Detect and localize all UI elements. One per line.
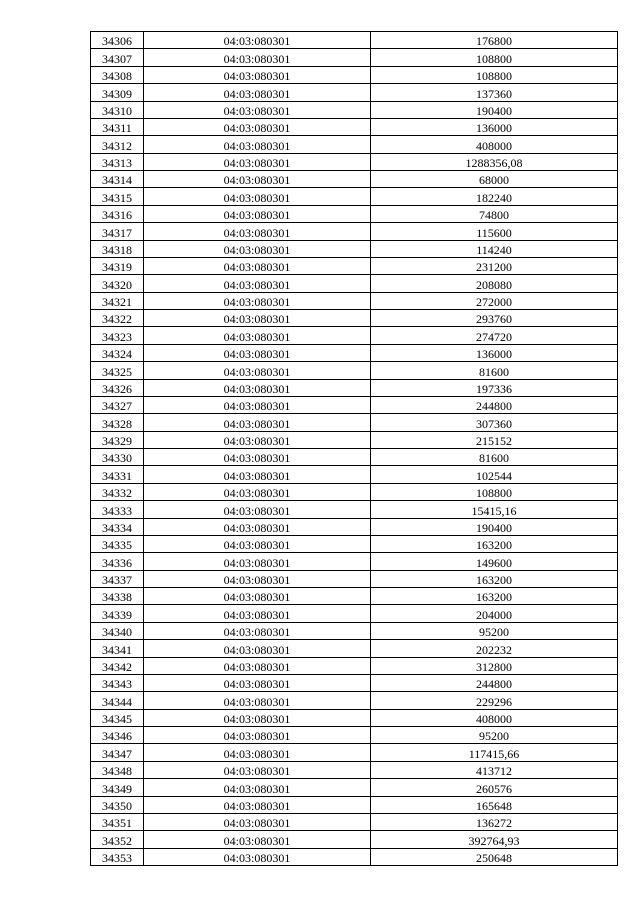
value-cell: 137360 <box>371 84 618 101</box>
row-number-cell: 34325 <box>91 362 144 379</box>
cadastral-block-cell: 04:03:080301 <box>144 813 371 830</box>
value-cell: 136000 <box>371 118 618 135</box>
registry-table-body <box>91 32 618 866</box>
row-number-cell: 34352 <box>91 831 144 848</box>
value-cell: 108800 <box>371 483 618 500</box>
table-row <box>91 657 618 674</box>
cadastral-block-cell: 04:03:080301 <box>144 205 371 222</box>
value-cell: 293760 <box>371 310 618 327</box>
cadastral-block-cell: 04:03:080301 <box>144 674 371 691</box>
cadastral-block-cell: 04:03:080301 <box>144 535 371 552</box>
value-cell: 307360 <box>371 414 618 431</box>
value-cell: 312800 <box>371 657 618 674</box>
cadastral-block-cell: 04:03:080301 <box>144 396 371 413</box>
table-row <box>91 761 618 778</box>
value-cell: 408000 <box>371 709 618 726</box>
row-number-cell: 34321 <box>91 292 144 309</box>
value-cell: 114240 <box>371 240 618 257</box>
value-cell: 202232 <box>371 640 618 657</box>
cadastral-block-cell: 04:03:080301 <box>144 118 371 135</box>
cadastral-block-cell: 04:03:080301 <box>144 588 371 605</box>
row-number-cell: 34340 <box>91 622 144 639</box>
cadastral-block-cell: 04:03:080301 <box>144 310 371 327</box>
table-row <box>91 779 618 796</box>
table-row <box>91 553 618 570</box>
value-cell: 250648 <box>371 848 618 865</box>
table-row <box>91 344 618 361</box>
cadastral-block-cell: 04:03:080301 <box>144 622 371 639</box>
value-cell: 244800 <box>371 396 618 413</box>
table-row <box>91 379 618 396</box>
table-row <box>91 727 618 744</box>
cadastral-block-cell: 04:03:080301 <box>144 66 371 83</box>
cadastral-block-cell: 04:03:080301 <box>144 692 371 709</box>
value-cell: 244800 <box>371 674 618 691</box>
value-cell: 74800 <box>371 205 618 222</box>
value-cell: 208080 <box>371 275 618 292</box>
row-number-cell: 34320 <box>91 275 144 292</box>
value-cell: 392764,93 <box>371 831 618 848</box>
row-number-cell: 34326 <box>91 379 144 396</box>
value-cell: 149600 <box>371 553 618 570</box>
value-cell: 215152 <box>371 431 618 448</box>
row-number-cell: 34318 <box>91 240 144 257</box>
value-cell: 81600 <box>371 362 618 379</box>
table-row <box>91 327 618 344</box>
row-number-cell: 34335 <box>91 535 144 552</box>
table-row <box>91 171 618 188</box>
table-row <box>91 518 618 535</box>
value-cell: 81600 <box>371 449 618 466</box>
row-number-cell: 34341 <box>91 640 144 657</box>
row-number-cell: 34329 <box>91 431 144 448</box>
row-number-cell: 34308 <box>91 66 144 83</box>
row-number-cell: 34330 <box>91 449 144 466</box>
table-row <box>91 796 618 813</box>
table-row <box>91 240 618 257</box>
row-number-cell: 34317 <box>91 223 144 240</box>
table-row <box>91 84 618 101</box>
table-row <box>91 605 618 622</box>
value-cell: 95200 <box>371 727 618 744</box>
cadastral-block-cell: 04:03:080301 <box>144 431 371 448</box>
cadastral-block-cell: 04:03:080301 <box>144 640 371 657</box>
row-number-cell: 34306 <box>91 32 144 49</box>
row-number-cell: 34309 <box>91 84 144 101</box>
value-cell: 108800 <box>371 66 618 83</box>
table-row <box>91 396 618 413</box>
cadastral-block-cell: 04:03:080301 <box>144 779 371 796</box>
cadastral-block-cell: 04:03:080301 <box>144 414 371 431</box>
cadastral-block-cell: 04:03:080301 <box>144 483 371 500</box>
table-row <box>91 136 618 153</box>
row-number-cell: 34334 <box>91 518 144 535</box>
cadastral-block-cell: 04:03:080301 <box>144 171 371 188</box>
row-number-cell: 34349 <box>91 779 144 796</box>
cadastral-block-cell: 04:03:080301 <box>144 831 371 848</box>
table-row <box>91 362 618 379</box>
row-number-cell: 34350 <box>91 796 144 813</box>
row-number-cell: 34319 <box>91 257 144 274</box>
cadastral-block-cell: 04:03:080301 <box>144 188 371 205</box>
row-number-cell: 34332 <box>91 483 144 500</box>
cadastral-block-cell: 04:03:080301 <box>144 570 371 587</box>
table-row <box>91 188 618 205</box>
table-row <box>91 570 618 587</box>
value-cell: 163200 <box>371 588 618 605</box>
value-cell: 190400 <box>371 518 618 535</box>
cadastral-block-cell: 04:03:080301 <box>144 466 371 483</box>
table-row <box>91 257 618 274</box>
value-cell: 15415,16 <box>371 501 618 518</box>
row-number-cell: 34307 <box>91 49 144 66</box>
cadastral-block-cell: 04:03:080301 <box>144 709 371 726</box>
cadastral-block-cell: 04:03:080301 <box>144 275 371 292</box>
row-number-cell: 34338 <box>91 588 144 605</box>
cadastral-block-cell: 04:03:080301 <box>144 553 371 570</box>
row-number-cell: 34347 <box>91 744 144 761</box>
table-row <box>91 153 618 170</box>
value-cell: 163200 <box>371 570 618 587</box>
value-cell: 115600 <box>371 223 618 240</box>
value-cell: 408000 <box>371 136 618 153</box>
cadastral-block-cell: 04:03:080301 <box>144 84 371 101</box>
table-row <box>91 483 618 500</box>
row-number-cell: 34323 <box>91 327 144 344</box>
table-row <box>91 49 618 66</box>
cadastral-block-cell: 04:03:080301 <box>144 223 371 240</box>
row-number-cell: 34311 <box>91 118 144 135</box>
row-number-cell: 34314 <box>91 171 144 188</box>
row-number-cell: 34312 <box>91 136 144 153</box>
value-cell: 204000 <box>371 605 618 622</box>
value-cell: 182240 <box>371 188 618 205</box>
table-row <box>91 674 618 691</box>
cadastral-block-cell: 04:03:080301 <box>144 344 371 361</box>
cadastral-block-cell: 04:03:080301 <box>144 605 371 622</box>
row-number-cell: 34327 <box>91 396 144 413</box>
row-number-cell: 34324 <box>91 344 144 361</box>
table-row <box>91 205 618 222</box>
row-number-cell: 34313 <box>91 153 144 170</box>
table-row <box>91 32 618 49</box>
value-cell: 117415,66 <box>371 744 618 761</box>
row-number-cell: 34342 <box>91 657 144 674</box>
cadastral-block-cell: 04:03:080301 <box>144 501 371 518</box>
registry-table <box>90 31 618 866</box>
cadastral-block-cell: 04:03:080301 <box>144 379 371 396</box>
table-row <box>91 501 618 518</box>
table-row <box>91 118 618 135</box>
value-cell: 136000 <box>371 344 618 361</box>
table-row <box>91 223 618 240</box>
table-row <box>91 622 618 639</box>
value-cell: 136272 <box>371 813 618 830</box>
value-cell: 68000 <box>371 171 618 188</box>
row-number-cell: 34315 <box>91 188 144 205</box>
cadastral-block-cell: 04:03:080301 <box>144 153 371 170</box>
value-cell: 165648 <box>371 796 618 813</box>
table-row <box>91 466 618 483</box>
cadastral-block-cell: 04:03:080301 <box>144 761 371 778</box>
value-cell: 413712 <box>371 761 618 778</box>
cadastral-block-cell: 04:03:080301 <box>144 49 371 66</box>
row-number-cell: 34316 <box>91 205 144 222</box>
row-number-cell: 34337 <box>91 570 144 587</box>
row-number-cell: 34322 <box>91 310 144 327</box>
table-row <box>91 709 618 726</box>
cadastral-block-cell: 04:03:080301 <box>144 292 371 309</box>
value-cell: 108800 <box>371 49 618 66</box>
table-row <box>91 275 618 292</box>
cadastral-block-cell: 04:03:080301 <box>144 744 371 761</box>
value-cell: 190400 <box>371 101 618 118</box>
cadastral-block-cell: 04:03:080301 <box>144 848 371 865</box>
row-number-cell: 34344 <box>91 692 144 709</box>
table-row <box>91 831 618 848</box>
value-cell: 102544 <box>371 466 618 483</box>
table-row <box>91 449 618 466</box>
cadastral-block-cell: 04:03:080301 <box>144 449 371 466</box>
value-cell: 197336 <box>371 379 618 396</box>
value-cell: 272000 <box>371 292 618 309</box>
table-row <box>91 535 618 552</box>
table-row <box>91 813 618 830</box>
cadastral-block-cell: 04:03:080301 <box>144 362 371 379</box>
cadastral-block-cell: 04:03:080301 <box>144 136 371 153</box>
row-number-cell: 34353 <box>91 848 144 865</box>
table-row <box>91 414 618 431</box>
cadastral-block-cell: 04:03:080301 <box>144 796 371 813</box>
cadastral-block-cell: 04:03:080301 <box>144 657 371 674</box>
value-cell: 260576 <box>371 779 618 796</box>
value-cell: 274720 <box>371 327 618 344</box>
row-number-cell: 34328 <box>91 414 144 431</box>
value-cell: 1288356,08 <box>371 153 618 170</box>
row-number-cell: 34331 <box>91 466 144 483</box>
row-number-cell: 34333 <box>91 501 144 518</box>
row-number-cell: 34310 <box>91 101 144 118</box>
value-cell: 229296 <box>371 692 618 709</box>
row-number-cell: 34346 <box>91 727 144 744</box>
row-number-cell: 34336 <box>91 553 144 570</box>
table-row <box>91 101 618 118</box>
table-row <box>91 848 618 865</box>
cadastral-block-cell: 04:03:080301 <box>144 101 371 118</box>
cadastral-block-cell: 04:03:080301 <box>144 32 371 49</box>
table-row <box>91 640 618 657</box>
cadastral-block-cell: 04:03:080301 <box>144 727 371 744</box>
table-row <box>91 292 618 309</box>
cadastral-block-cell: 04:03:080301 <box>144 327 371 344</box>
table-row <box>91 431 618 448</box>
row-number-cell: 34345 <box>91 709 144 726</box>
table-row <box>91 310 618 327</box>
row-number-cell: 34343 <box>91 674 144 691</box>
row-number-cell: 34348 <box>91 761 144 778</box>
row-number-cell: 34339 <box>91 605 144 622</box>
cadastral-block-cell: 04:03:080301 <box>144 240 371 257</box>
value-cell: 163200 <box>371 535 618 552</box>
table-row <box>91 66 618 83</box>
row-number-cell: 34351 <box>91 813 144 830</box>
cadastral-block-cell: 04:03:080301 <box>144 518 371 535</box>
cadastral-block-cell: 04:03:080301 <box>144 257 371 274</box>
value-cell: 176800 <box>371 32 618 49</box>
table-row <box>91 588 618 605</box>
table-row <box>91 744 618 761</box>
value-cell: 95200 <box>371 622 618 639</box>
table-row <box>91 692 618 709</box>
value-cell: 231200 <box>371 257 618 274</box>
